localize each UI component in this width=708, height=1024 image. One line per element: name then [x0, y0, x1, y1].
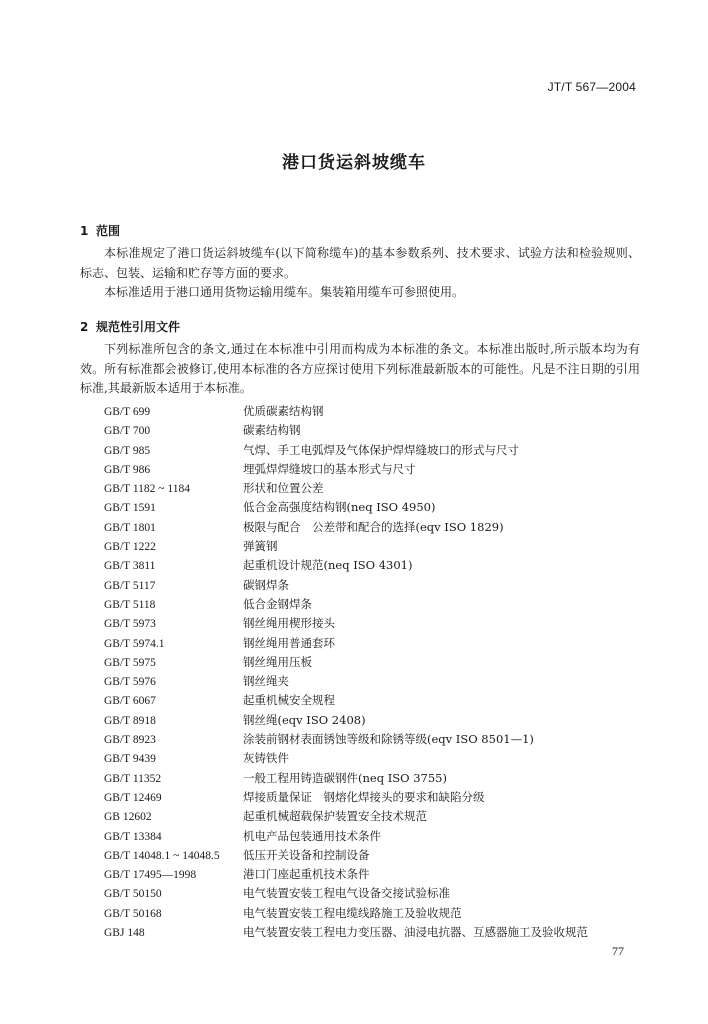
- reference-title: 碳素结构钢: [243, 423, 301, 438]
- section-title: 规范性引用文件: [96, 320, 181, 334]
- reference-title: 低合金钢焊条: [243, 596, 312, 611]
- reference-row: [104, 788, 644, 807]
- reference-row: [104, 653, 644, 672]
- section-1-heading: [80, 222, 120, 239]
- reference-row: [104, 672, 644, 691]
- reference-row: [104, 498, 644, 517]
- reference-code: GB/T 6067: [104, 695, 156, 708]
- reference-title: 钢丝绳用压板: [243, 654, 312, 669]
- reference-title: 碳钢焊条: [243, 577, 289, 592]
- reference-row: [104, 421, 644, 440]
- section-number: 2: [80, 320, 89, 334]
- reference-title: 电气装置安装工程电缆线路施工及验收规范: [243, 905, 462, 920]
- reference-title: 钢丝绳(eqv ISO 2408): [243, 712, 366, 727]
- reference-code: GB/T 985: [104, 444, 151, 457]
- reference-row: [104, 537, 644, 556]
- reference-title: 埋弧焊焊缝坡口的基本形式与尺寸: [243, 461, 416, 476]
- reference-code: GB/T 5976: [104, 676, 156, 689]
- reference-row: [104, 460, 644, 479]
- reference-row: [104, 827, 644, 846]
- reference-title: 起重机械安全规程: [243, 693, 335, 708]
- reference-code: GB/T 50150: [104, 888, 162, 901]
- section-number: 1: [80, 224, 89, 238]
- document-title: 港口货运斜坡缆车: [282, 153, 426, 173]
- reference-title: 钢丝绳夹: [243, 674, 289, 689]
- reference-code: GB/T 13384: [104, 830, 162, 843]
- section-2-paragraph-1: 下列标准所包含的条文,通过在本标准中引用而构成为本标准的条文。本标准出版时,所示版本均为有效。所有标准都会被修订,使用本标准的各方应探讨使用下列标准最新版本的可能性。凡是不注日期的引用标准,其最新版本适用于本标准。: [80, 342, 640, 395]
- normative-references-list: [104, 402, 644, 942]
- reference-title: 钢丝绳用普通套环: [243, 635, 335, 650]
- reference-row: [104, 769, 644, 788]
- reference-title: 优质碳素结构钢: [243, 404, 324, 418]
- reference-code: GB/T 8918: [104, 714, 156, 727]
- reference-code: GB/T 14048.1 ~ 14048.5: [104, 849, 220, 862]
- reference-code: GB/T 1222: [104, 541, 156, 554]
- reference-code: GB/T 5118: [104, 598, 156, 611]
- reference-row: [104, 865, 644, 884]
- reference-title: 机电产品包装通用技术条件: [243, 828, 381, 843]
- page-number: 77: [612, 944, 624, 958]
- reference-row: [104, 730, 644, 749]
- reference-title: 钢丝绳用楔形接头: [243, 616, 335, 631]
- reference-row: [104, 614, 644, 633]
- reference-title: 涂装前钢材表面锈蚀等级和除锈等级(eqv ISO 8501—1): [243, 732, 534, 747]
- reference-code: GB/T 5117: [104, 579, 156, 592]
- reference-code: GB/T 8923: [104, 734, 156, 747]
- reference-row: [104, 807, 644, 826]
- reference-code: GB/T 12469: [104, 791, 162, 804]
- reference-row: [104, 518, 644, 537]
- reference-title: 极限与配合 公差带和配合的选择(eqv ISO 1829): [243, 519, 504, 534]
- reference-code: GB/T 1591: [104, 502, 156, 515]
- reference-code: GB 12602: [104, 811, 152, 824]
- section-2-heading: [80, 318, 180, 335]
- reference-row: [104, 556, 644, 575]
- reference-title: 灰铸铁件: [243, 751, 289, 766]
- reference-row: [104, 441, 644, 460]
- reference-code: GB/T 17495—1998: [104, 869, 197, 882]
- reference-code: GB/T 5973: [104, 618, 156, 631]
- reference-row: [104, 884, 644, 903]
- document-code: JT/T 567—2004: [547, 80, 636, 94]
- reference-code: GB/T 986: [104, 463, 151, 476]
- reference-code: GB/T 5975: [104, 656, 156, 669]
- reference-code: GB/T 11352: [104, 772, 162, 785]
- reference-title: 形状和位置公差: [243, 481, 324, 496]
- reference-row: [104, 749, 644, 768]
- reference-title: 电气装置安装工程电气设备交接试验标准: [243, 886, 450, 901]
- reference-title: 起重机械超载保护装置安全技术规范: [243, 809, 427, 824]
- reference-row: [104, 576, 644, 595]
- reference-row: [104, 479, 644, 498]
- reference-title: 低合金高强度结构钢(neq ISO 4950): [243, 500, 436, 515]
- reference-title: 电气装置安装工程电力变压器、油浸电抗器、互感器施工及验收规范: [243, 925, 588, 940]
- reference-title: 气焊、手工电弧焊及气体保护焊焊缝坡口的形式与尺寸: [243, 442, 519, 457]
- reference-code: GBJ 148: [104, 927, 145, 940]
- reference-title: 弹簧钢: [243, 539, 278, 554]
- reference-row: [104, 846, 644, 865]
- section-1-paragraph-2: 本标准适用于港口通用货物运输用缆车。集装箱用缆车可参照使用。: [104, 285, 465, 299]
- reference-row: [104, 691, 644, 710]
- reference-title: 起重机设计规范(neq ISO 4301): [243, 558, 413, 573]
- reference-code: GB/T 700: [104, 425, 151, 438]
- reference-code: GB/T 5974.1: [104, 637, 165, 650]
- reference-row: [104, 402, 644, 421]
- reference-title: 一般工程用铸造碳钢件(neq ISO 3755): [243, 770, 447, 785]
- reference-row: [104, 595, 644, 614]
- reference-row: [104, 923, 644, 942]
- reference-code: GB/T 9439: [104, 753, 156, 766]
- section-title: 范围: [96, 224, 121, 238]
- reference-code: GB/T 50168: [104, 907, 162, 920]
- reference-row: [104, 711, 644, 730]
- reference-row: [104, 904, 644, 923]
- reference-row: [104, 634, 644, 653]
- reference-title: 低压开关设备和控制设备: [243, 847, 370, 862]
- reference-code: GB/T 699: [104, 406, 151, 418]
- reference-code: GB/T 3811: [104, 560, 156, 573]
- reference-title: 港口门座起重机技术条件: [243, 867, 370, 882]
- reference-code: GB/T 1801: [104, 521, 156, 534]
- reference-title: 焊接质量保证 钢熔化焊接头的要求和缺陷分级: [243, 789, 485, 804]
- reference-code: GB/T 1182 ~ 1184: [104, 483, 190, 496]
- section-1-paragraph-1: 本标准规定了港口货运斜坡缆车(以下简称缆车)的基本参数系列、技术要求、试验方法和检验规则、标志、包装、运输和贮存等方面的要求。: [80, 246, 640, 280]
